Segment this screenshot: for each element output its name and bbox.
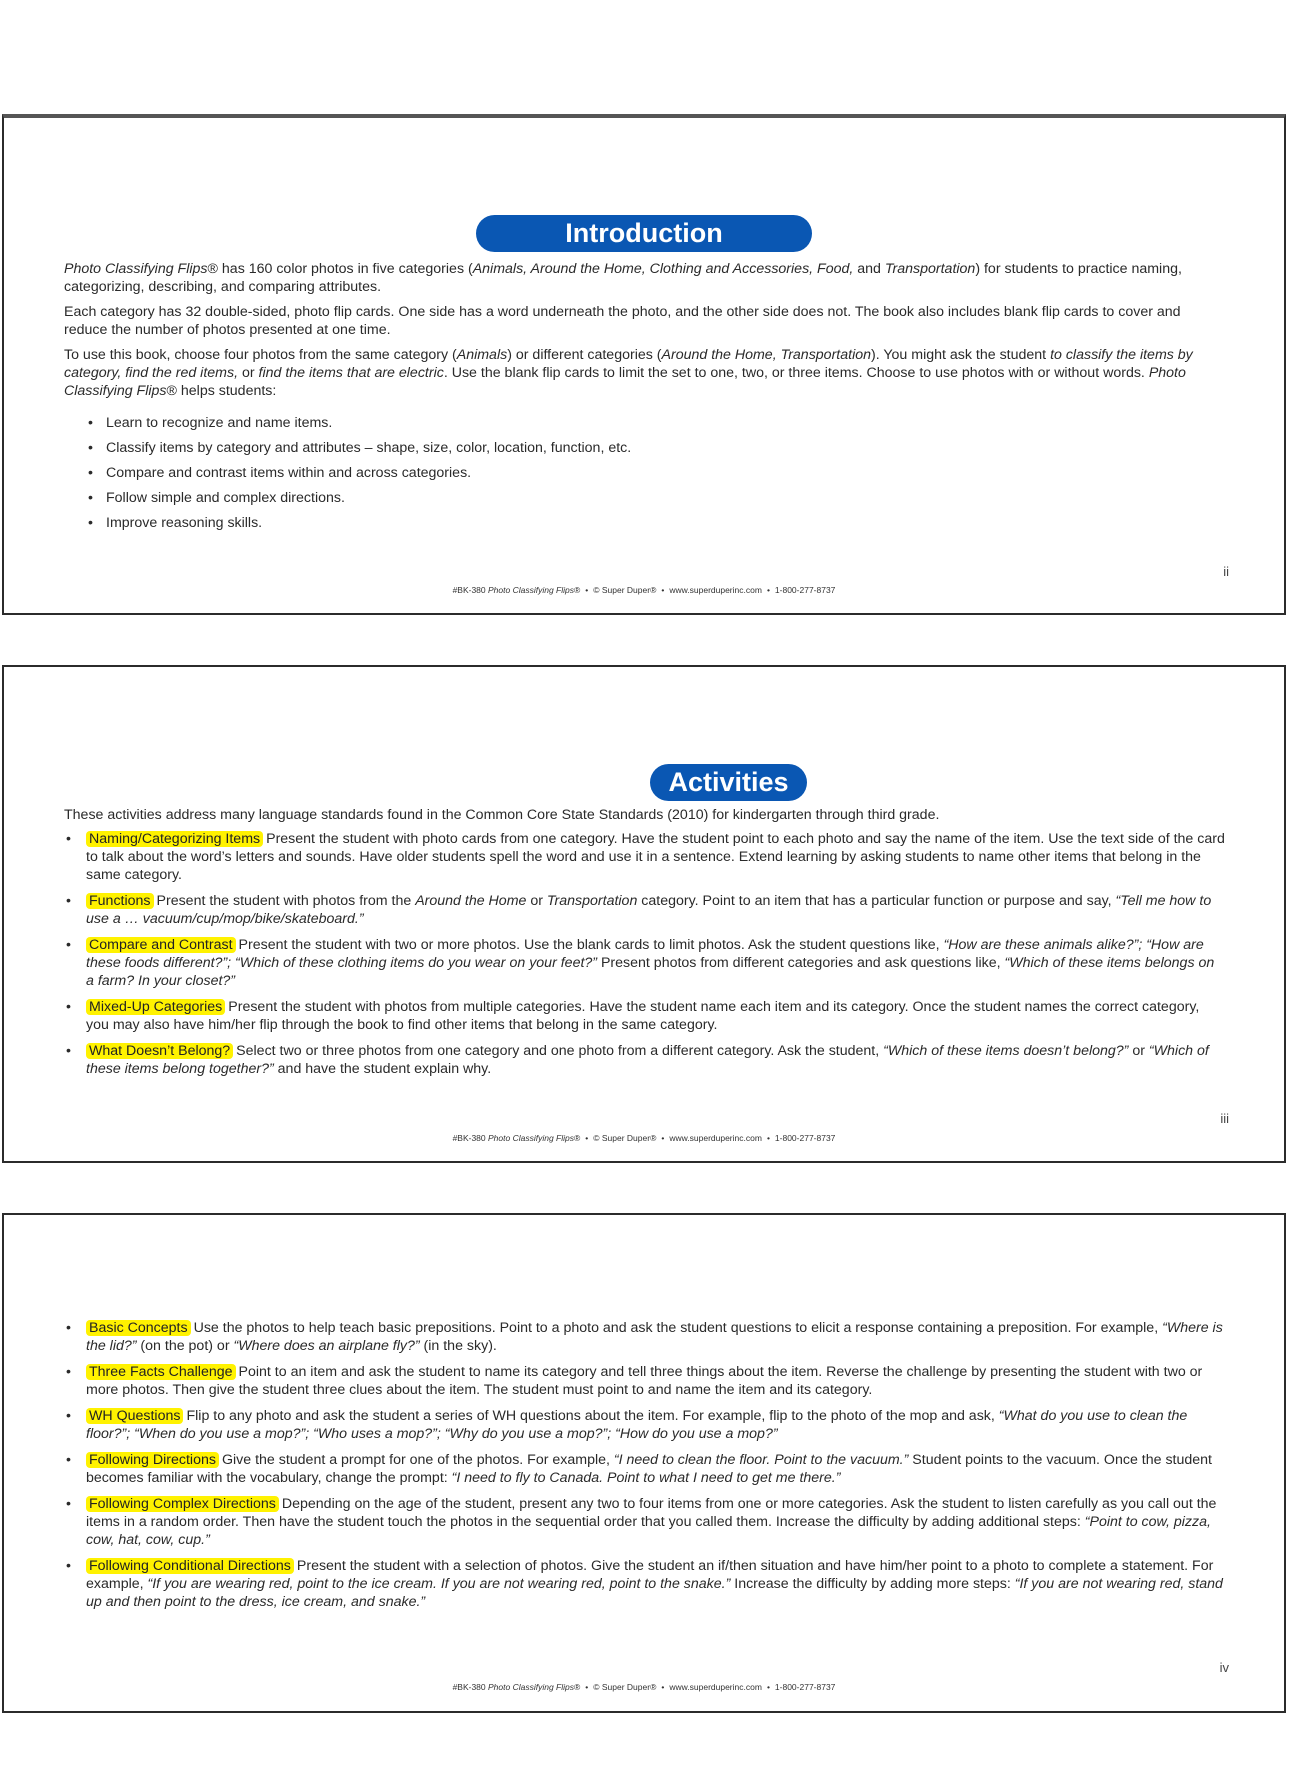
page-footer	[4, 1133, 1284, 1143]
page-footer	[4, 1682, 1284, 1692]
website: www.superduperinc.com	[669, 1682, 762, 1692]
activity-label: Functions	[86, 893, 154, 909]
text: or	[238, 365, 259, 381]
product-code: #BK-380	[452, 1682, 489, 1692]
emphasis: “Which of these items belongs on a farm? In your closet?”	[86, 955, 1215, 989]
list-item: • Classify items by category and attributes – shape, size, color, location, function, etc.	[106, 439, 1226, 457]
emphasis: “Which of these items doesn’t belong?”	[883, 1043, 1129, 1059]
product-code: #BK-380	[452, 585, 489, 595]
product-name: Photo Classifying Flips	[64, 365, 1186, 399]
activity-label: Mixed-Up Categories	[86, 999, 225, 1015]
introduction-heading: Introduction	[476, 215, 812, 252]
text: Present the student with two or more photos. Use the blank cards to limit photos. Ask the student questions like,	[238, 937, 944, 953]
emphasis: “Tell me how to use a … vacuum/cup/mop/bike/skateboard.”	[86, 893, 1212, 927]
text: Increase the difficulty by adding more steps:	[730, 1576, 1015, 1592]
product-code: #BK-380	[452, 1133, 489, 1143]
emphasis: “If you are wearing red, point to the ice cream. If you are not wearing red, point to the snake.”	[147, 1576, 731, 1592]
activity-label: Basic Concepts	[86, 1320, 191, 1336]
emphasis: to classify the items by category, find the red items,	[64, 347, 1193, 381]
separator: •	[661, 1133, 665, 1143]
text: or	[1128, 1043, 1149, 1059]
activity-label: What Doesn’t Belong?	[86, 1043, 233, 1059]
skills-list	[64, 414, 1226, 532]
list-item: • Improve reasoning skills.	[106, 514, 1226, 532]
page-number: ii	[1223, 564, 1229, 579]
text: and	[853, 261, 885, 277]
separator: •	[766, 585, 770, 595]
list-item	[86, 1557, 1226, 1611]
activities-body	[64, 806, 1226, 1086]
list-item	[86, 892, 1226, 928]
text: (on the pot) or	[136, 1338, 234, 1354]
list-item: • Follow simple and complex directions.	[106, 489, 1226, 507]
list-item	[86, 1042, 1226, 1078]
footer-product: Photo Classifying Flips	[488, 1682, 574, 1692]
page-number: iii	[1220, 1111, 1229, 1126]
phone: 1-800-277-8737	[774, 1682, 836, 1692]
registered-mark: ®	[574, 1682, 581, 1692]
text: ) or different categories (	[507, 347, 662, 363]
text: Student points to the vacuum. Once the student becomes familiar with the vocabulary, change the prompt:	[86, 1452, 1212, 1486]
intro-paragraph-3	[64, 346, 1226, 400]
separator: •	[766, 1133, 770, 1143]
category-names: Animals, Around the Home, Clothing and Accessories, Food,	[472, 261, 854, 277]
text: . Use the blank flip cards to limit the set to one, two, or three items. Choose to use photos with or without words.	[443, 365, 1149, 381]
list-item	[86, 1495, 1226, 1549]
text: (in the sky).	[419, 1338, 497, 1354]
text: Present photos from different categories and ask questions like,	[597, 955, 1005, 971]
phone: 1-800-277-8737	[774, 585, 836, 595]
activity-label: Three Facts Challenge	[86, 1364, 236, 1380]
emphasis: Transportation	[546, 893, 638, 909]
list-item	[86, 998, 1226, 1034]
emphasis: “Point to cow, pizza, cow, hat, cow, cup.”	[86, 1514, 1211, 1548]
separator: •	[661, 585, 665, 595]
activity-label: Naming/Categorizing Items	[86, 831, 263, 847]
phone: 1-800-277-8737	[774, 1133, 836, 1143]
footer-product: Photo Classifying Flips	[488, 585, 574, 595]
registered-mark: ®	[574, 585, 581, 595]
separator: •	[766, 1682, 770, 1692]
emphasis: “I need to fly to Canada. Point to what I need to get me there.”	[451, 1470, 841, 1486]
emphasis: “How are these animals alike?”; “How are these foods different?”; “Which of these clothing items do you wear on your feet?”	[86, 937, 1204, 971]
intro-paragraph-1	[64, 260, 1226, 296]
text: To use this book, choose four photos from the same category (	[64, 347, 457, 363]
emphasis: find the items that are electric	[258, 365, 444, 381]
text: Select two or three photos from one category and one photo from a different category. Ask the student,	[236, 1043, 884, 1059]
text: or	[526, 893, 547, 909]
introduction-body	[64, 260, 1226, 539]
emphasis: “I need to clean the floor. Point to the vacuum.”	[613, 1452, 909, 1468]
list-item	[86, 1451, 1226, 1487]
separator: •	[585, 1133, 589, 1143]
text: Flip to any photo and ask the student a series of WH questions about the item. For example, flip to the photo of the mop and ask,	[186, 1408, 999, 1424]
activities-list	[64, 830, 1226, 1078]
text: Present the student with photos from multiple categories. Have the student name each item and its category. Once the student names the correct category, you may also have him/her flip through the book to find other items that belong in the same category.	[86, 999, 1200, 1033]
list-item	[86, 1319, 1226, 1355]
text: ® has 160 color photos in five categories (	[207, 261, 473, 277]
copyright: © Super Duper®	[593, 585, 657, 595]
activity-label: Compare and Contrast	[86, 937, 236, 953]
emphasis: “Where is the lid?”	[86, 1320, 1223, 1354]
list-item	[86, 1363, 1226, 1399]
list-item	[86, 830, 1226, 884]
text: ) for students to practice naming, categorizing, describing, and comparing attributes.	[64, 261, 1182, 295]
emphasis: “Which of these items belong together?”	[86, 1043, 1209, 1077]
text: category. Point to an item that has a particular function or purpose and say,	[637, 893, 1116, 909]
activity-label: Following Directions	[86, 1452, 219, 1468]
emphasis: “If you are not wearing red, stand up and then point to the dress, ice cream, and snake.”	[86, 1576, 1223, 1610]
text: Present the student with photos from the	[156, 893, 416, 909]
list-item	[86, 1407, 1226, 1443]
copyright: © Super Duper®	[593, 1133, 657, 1143]
footer-product: Photo Classifying Flips	[488, 1133, 574, 1143]
emphasis: “What do you use to clean the floor?”; “When do you use a mop?”; “Who uses a mop?”; “Why do you use a mop?”; “How do you use a mop?”	[86, 1408, 1188, 1442]
website: www.superduperinc.com	[669, 1133, 762, 1143]
text: Present the student with a selection of photos. Give the student an if/then situation and have him/her point to a photo to complete a statement. For example,	[86, 1558, 1214, 1592]
text: ). You might ask the student	[871, 347, 1051, 363]
separator: •	[585, 585, 589, 595]
activity-label: Following Conditional Directions	[86, 1558, 294, 1574]
page-number: iv	[1219, 1660, 1229, 1675]
product-name: Photo Classifying Flips	[64, 261, 208, 277]
page-more-activities	[2, 1213, 1286, 1713]
text: Use the photos to help teach basic prepositions. Point to a photo and ask the student questions to elicit a response containing a preposition. For example,	[193, 1320, 1163, 1336]
emphasis: Around the Home, Transportation	[661, 347, 872, 363]
emphasis: Around the Home	[415, 893, 527, 909]
emphasis: Animals	[456, 347, 508, 363]
registered-mark: ®	[574, 1133, 581, 1143]
intro-paragraph-2: Each category has 32 double-sided, photo flip cards. One side has a word underneath the photo, and the other side does not. The book also includes blank flip cards to cover and reduce the number of photos presented at one time.	[64, 304, 1181, 338]
more-activities-body	[64, 1313, 1226, 1619]
list-item	[86, 936, 1226, 990]
website: www.superduperinc.com	[669, 585, 762, 595]
copyright: © Super Duper®	[593, 1682, 657, 1692]
emphasis: “Where does an airplane fly?”	[233, 1338, 420, 1354]
list-item: • Compare and contrast items within and across categories.	[106, 464, 1226, 482]
activities-lead: These activities address many language standards found in the Common Core State Standards (2010) for kindergarten through third grade.	[64, 807, 940, 823]
activity-label: Following Complex Directions	[86, 1496, 279, 1512]
separator: •	[661, 1682, 665, 1692]
text: Present the student with photo cards from one category. Have the student point to each photo and say the name of the item. Use the text side of the card to talk about the word’s letters and sounds. Have older students spell the word and use it in a sentence. Extend learning by asking students to name other items that belong in the same category.	[86, 831, 1225, 883]
text: Point to an item and ask the student to name its category and tell three things about the item. Reverse the challenge by presenting the student with two or more photos. Then give the student three clues about the item. The student must point to and name the item and its category.	[86, 1364, 1203, 1398]
activities-list	[64, 1319, 1226, 1611]
category-name: Transportation	[884, 261, 976, 277]
text: ® helps students:	[166, 383, 277, 399]
list-item: • Learn to recognize and name items.	[106, 414, 1226, 432]
activities-heading: Activities	[650, 764, 807, 801]
page-footer	[4, 585, 1284, 595]
text: Give the student a prompt for one of the photos. For example,	[221, 1452, 614, 1468]
activity-label: WH Questions	[86, 1408, 183, 1424]
page-activities	[2, 665, 1286, 1163]
text: and have the student explain why.	[273, 1061, 492, 1077]
separator: •	[585, 1682, 589, 1692]
text: Depending on the age of the student, present any two to four items from one or more categories. Ask the student to listen carefully as you call out the items in a random order. Then have the student touch the photos in the sequential order that you called them. Increase the difficulty by adding additional steps:	[86, 1496, 1217, 1530]
page-introduction	[2, 114, 1286, 615]
